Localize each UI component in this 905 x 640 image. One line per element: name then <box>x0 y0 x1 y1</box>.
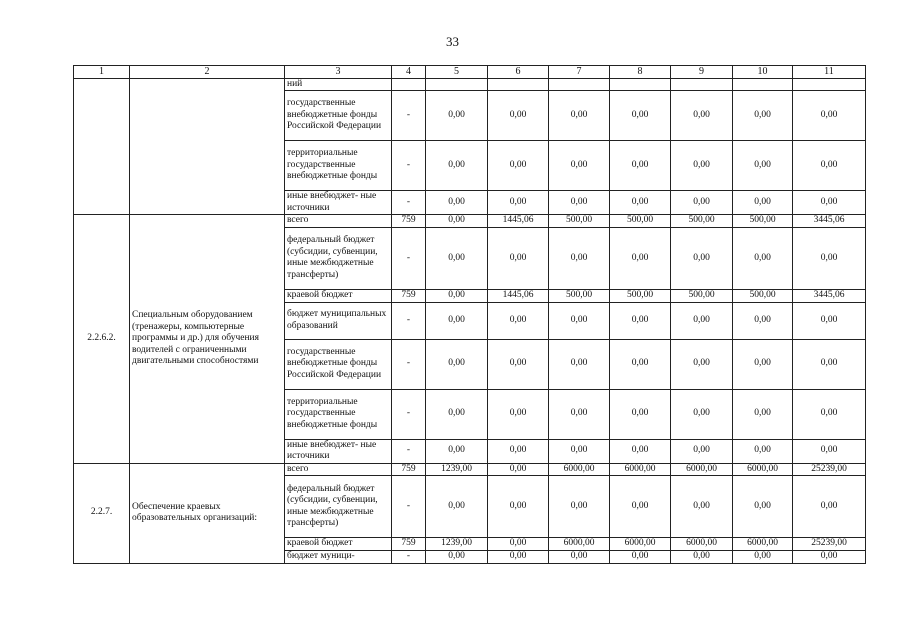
funding-source-cell: территориальные государственные внебюджетные фонды <box>285 389 392 439</box>
table-row <box>74 78 866 91</box>
code-cell: 759 <box>392 215 426 228</box>
value-cell: 0,00 <box>549 476 610 538</box>
value-cell: 0,00 <box>793 191 866 215</box>
value-cell: 0,00 <box>488 538 549 551</box>
value-cell: 0,00 <box>733 550 793 563</box>
funding-source-cell: государственные внебюджетные фонды Российской Федерации <box>285 339 392 389</box>
budget-table <box>73 65 866 564</box>
value-cell: 0,00 <box>733 389 793 439</box>
value-cell: 1239,00 <box>426 538 488 551</box>
value-cell: 0,00 <box>793 389 866 439</box>
value-cell: 0,00 <box>488 463 549 476</box>
value-cell: 0,00 <box>610 227 671 289</box>
value-cell: 0,00 <box>488 191 549 215</box>
funding-source-cell: территориальные государственные внебюджетные фонды <box>285 141 392 191</box>
value-cell: 0,00 <box>549 339 610 389</box>
funding-source-cell: краевой бюджет <box>285 538 392 551</box>
code-cell: - <box>392 339 426 389</box>
header-cell: 11 <box>793 66 866 79</box>
value-cell: 0,00 <box>671 227 733 289</box>
value-cell: 0,00 <box>733 339 793 389</box>
value-cell: 0,00 <box>426 389 488 439</box>
value-cell: 0,00 <box>610 91 671 141</box>
value-cell <box>610 78 671 91</box>
item-number-cell: 2.2.7. <box>74 463 130 563</box>
value-cell: 500,00 <box>549 215 610 228</box>
value-cell: 0,00 <box>549 389 610 439</box>
value-cell: 0,00 <box>549 550 610 563</box>
value-cell: 1239,00 <box>426 463 488 476</box>
header-cell: 4 <box>392 66 426 79</box>
value-cell <box>793 78 866 91</box>
value-cell <box>488 78 549 91</box>
value-cell: 0,00 <box>610 141 671 191</box>
value-cell: 0,00 <box>426 141 488 191</box>
value-cell: 0,00 <box>488 389 549 439</box>
value-cell: 0,00 <box>426 215 488 228</box>
funding-source-cell: федеральный бюджет (субсидии, субвенции, иные межбюджетные трансферты) <box>285 476 392 538</box>
funding-source-cell: иные внебюджет- ные источники <box>285 439 392 463</box>
value-cell: 6000,00 <box>733 538 793 551</box>
value-cell: 0,00 <box>488 339 549 389</box>
value-cell: 0,00 <box>488 476 549 538</box>
funding-source-cell: государственные внебюджетные фонды Российской Федерации <box>285 91 392 141</box>
table-row <box>74 463 866 476</box>
value-cell: 0,00 <box>671 191 733 215</box>
value-cell <box>733 78 793 91</box>
value-cell: 0,00 <box>610 389 671 439</box>
value-cell: 500,00 <box>610 215 671 228</box>
value-cell: 0,00 <box>733 476 793 538</box>
value-cell: 0,00 <box>793 476 866 538</box>
code-cell: - <box>392 550 426 563</box>
value-cell: 0,00 <box>733 141 793 191</box>
value-cell: 0,00 <box>610 339 671 389</box>
value-cell: 25239,00 <box>793 538 866 551</box>
value-cell: 0,00 <box>426 339 488 389</box>
item-name-cell: Специальным оборудованием (тренажеры, компьютерные программы и др.) для обучения водителей с ограниченными двигательными способностями <box>130 215 285 463</box>
page-number: 33 <box>446 34 459 49</box>
value-cell: 6000,00 <box>610 538 671 551</box>
value-cell: 0,00 <box>549 302 610 339</box>
value-cell <box>549 78 610 91</box>
header-cell: 6 <box>488 66 549 79</box>
value-cell: 0,00 <box>793 339 866 389</box>
code-cell: 759 <box>392 463 426 476</box>
code-cell: - <box>392 141 426 191</box>
value-cell: 3445,06 <box>793 289 866 302</box>
value-cell: 0,00 <box>488 141 549 191</box>
value-cell: 0,00 <box>610 476 671 538</box>
item-number-cell <box>74 78 130 215</box>
value-cell: 1445,06 <box>488 289 549 302</box>
value-cell: 0,00 <box>671 550 733 563</box>
value-cell: 0,00 <box>671 476 733 538</box>
header-cell: 7 <box>549 66 610 79</box>
value-cell: 0,00 <box>793 227 866 289</box>
value-cell: 500,00 <box>671 289 733 302</box>
header-cell: 3 <box>285 66 392 79</box>
header-cell: 2 <box>130 66 285 79</box>
funding-source-cell: бюджет муници- <box>285 550 392 563</box>
value-cell: 0,00 <box>610 191 671 215</box>
value-cell: 0,00 <box>733 439 793 463</box>
funding-source-cell: федеральный бюджет (субсидии, субвенции, иные межбюджетные трансферты) <box>285 227 392 289</box>
value-cell: 0,00 <box>733 302 793 339</box>
header-cell: 1 <box>74 66 130 79</box>
code-cell <box>392 78 426 91</box>
header-cell: 8 <box>610 66 671 79</box>
funding-source-cell: ний <box>285 78 392 91</box>
value-cell: 0,00 <box>549 141 610 191</box>
table-body <box>74 66 866 564</box>
value-cell: 0,00 <box>549 227 610 289</box>
value-cell: 0,00 <box>671 302 733 339</box>
value-cell: 0,00 <box>733 91 793 141</box>
code-cell: - <box>392 302 426 339</box>
funding-source-cell: всего <box>285 463 392 476</box>
code-cell: - <box>392 227 426 289</box>
value-cell: 0,00 <box>426 289 488 302</box>
value-cell: 0,00 <box>671 339 733 389</box>
value-cell: 0,00 <box>426 550 488 563</box>
value-cell: 6000,00 <box>733 463 793 476</box>
value-cell: 0,00 <box>426 476 488 538</box>
value-cell: 0,00 <box>733 191 793 215</box>
value-cell: 0,00 <box>793 550 866 563</box>
funding-source-cell: всего <box>285 215 392 228</box>
value-cell: 3445,06 <box>793 215 866 228</box>
value-cell: 0,00 <box>610 302 671 339</box>
value-cell: 0,00 <box>671 439 733 463</box>
value-cell: 0,00 <box>793 141 866 191</box>
value-cell: 0,00 <box>671 389 733 439</box>
header-cell: 10 <box>733 66 793 79</box>
item-number-cell: 2.2.6.2. <box>74 215 130 463</box>
value-cell: 0,00 <box>488 439 549 463</box>
value-cell: 6000,00 <box>610 463 671 476</box>
value-cell: 0,00 <box>488 302 549 339</box>
code-cell: - <box>392 476 426 538</box>
item-name-cell: Обеспечение краевых образовательных организаций: <box>130 463 285 563</box>
value-cell: 0,00 <box>549 191 610 215</box>
funding-source-cell: краевой бюджет <box>285 289 392 302</box>
value-cell: 6000,00 <box>671 538 733 551</box>
funding-source-cell: бюджет муниципальных образований <box>285 302 392 339</box>
value-cell: 0,00 <box>426 302 488 339</box>
value-cell: 0,00 <box>793 91 866 141</box>
value-cell: 500,00 <box>549 289 610 302</box>
value-cell <box>671 78 733 91</box>
value-cell: 0,00 <box>610 439 671 463</box>
code-cell: 759 <box>392 289 426 302</box>
value-cell: 0,00 <box>488 91 549 141</box>
value-cell: 0,00 <box>549 91 610 141</box>
value-cell: 500,00 <box>733 215 793 228</box>
code-cell: - <box>392 91 426 141</box>
value-cell: 1445,06 <box>488 215 549 228</box>
value-cell: 0,00 <box>793 439 866 463</box>
value-cell: 0,00 <box>426 227 488 289</box>
value-cell: 6000,00 <box>671 463 733 476</box>
value-cell: 500,00 <box>671 215 733 228</box>
value-cell: 0,00 <box>671 141 733 191</box>
value-cell: 0,00 <box>733 227 793 289</box>
funding-source-cell: иные внебюджет- ные источники <box>285 191 392 215</box>
value-cell: 0,00 <box>426 91 488 141</box>
header-cell: 5 <box>426 66 488 79</box>
code-cell: - <box>392 439 426 463</box>
header-row <box>74 66 866 79</box>
value-cell: 0,00 <box>426 439 488 463</box>
code-cell: - <box>392 389 426 439</box>
table-row <box>74 215 866 228</box>
value-cell: 25239,00 <box>793 463 866 476</box>
value-cell: 0,00 <box>426 191 488 215</box>
value-cell: 0,00 <box>671 91 733 141</box>
value-cell: 500,00 <box>610 289 671 302</box>
header-cell: 9 <box>671 66 733 79</box>
value-cell: 500,00 <box>733 289 793 302</box>
value-cell: 0,00 <box>793 302 866 339</box>
code-cell: 759 <box>392 538 426 551</box>
value-cell: 0,00 <box>488 227 549 289</box>
value-cell <box>426 78 488 91</box>
code-cell: - <box>392 191 426 215</box>
value-cell: 0,00 <box>610 550 671 563</box>
value-cell: 6000,00 <box>549 538 610 551</box>
item-name-cell <box>130 78 285 215</box>
value-cell: 0,00 <box>549 439 610 463</box>
value-cell: 0,00 <box>488 550 549 563</box>
value-cell: 6000,00 <box>549 463 610 476</box>
